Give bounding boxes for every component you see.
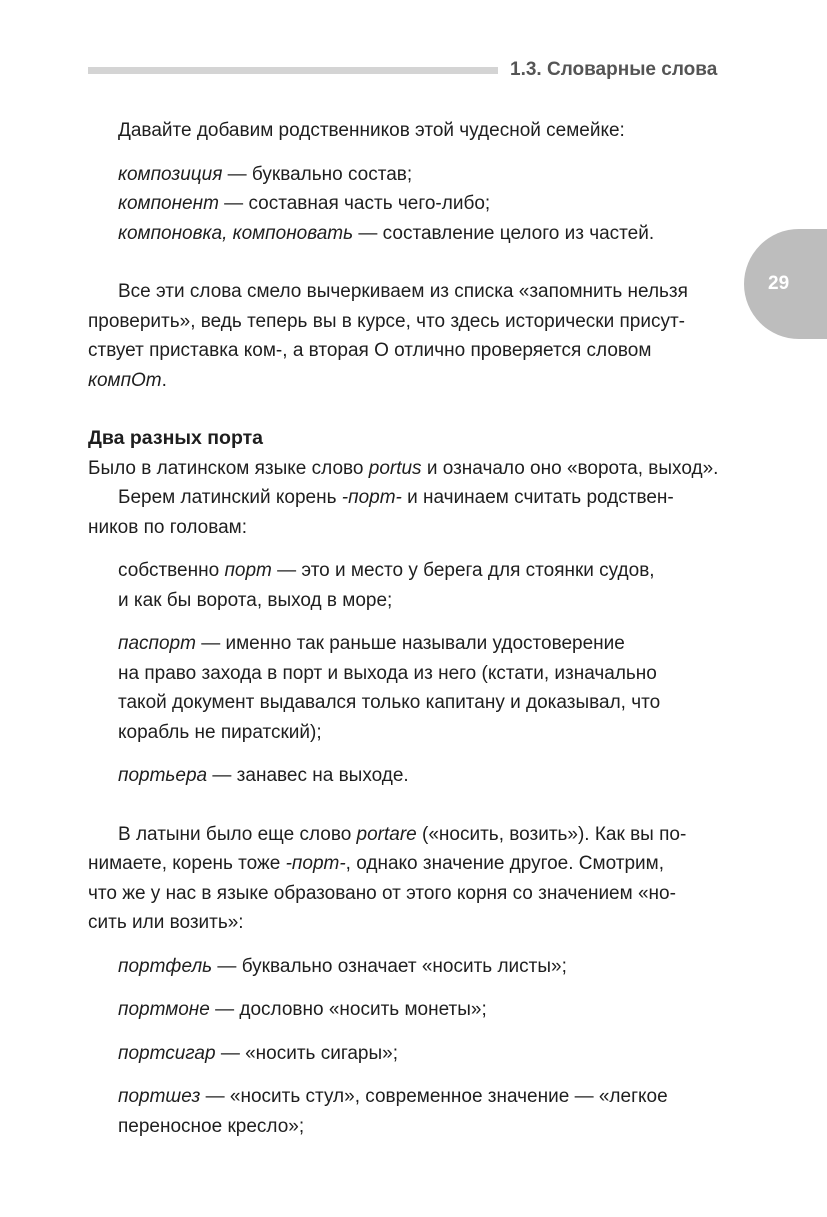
list-item (88, 1039, 710, 1069)
list-item (88, 160, 710, 190)
page-number: 29 (768, 273, 790, 294)
term: портсигар (118, 1042, 216, 1064)
term: -порт- (341, 487, 402, 508)
list-item (88, 219, 710, 249)
explanation-paragraph: Все эти слова смело вычеркиваем из списка «запомнить нельзя проверить», ведь теперь вы в курсе, что здесь исторически присут- ствует приставка ком-, а вторая О отлично проверяется словом компОт. (88, 281, 688, 391)
term: -порт- (285, 853, 346, 874)
page-content (88, 116, 719, 1141)
paragraph: Было в латинском языке слово portus и означало оно «ворота, выход». (88, 457, 719, 479)
term: паспорт (118, 633, 196, 654)
term: portare (356, 823, 417, 845)
term: портшез (118, 1086, 201, 1107)
definition: — составная часть чего-либо; (218, 193, 491, 214)
term: компонент (118, 193, 219, 214)
term: портьера (118, 765, 208, 786)
page-number-badge (744, 229, 827, 339)
term: порт (224, 560, 272, 581)
intro-paragraph: Давайте добавим родственников этой чудесной семейке: (118, 120, 625, 141)
definition: — буквально означает «носить листы»; (212, 955, 567, 977)
term: компоновка, компоновать (118, 222, 354, 244)
list-item: портьера — занавес на выходе. (118, 765, 409, 786)
term: компОт (88, 369, 162, 391)
term: композиция (118, 163, 223, 185)
list-item: собственно порт — это и место у берега для стоянки судов, и как бы ворота, выход в море; (118, 560, 655, 611)
paragraph: В латыни было еще слово portare («носить, возить»). Как вы по- нимаете, корень тоже -порт-, однако значение другое. Смотрим, что же у нас в языке образовано от этого корня со значением «но- сить или возить»: (88, 823, 687, 933)
term: портмоне (118, 999, 210, 1020)
running-header-title: 1.3. Словарные слова (510, 59, 718, 80)
definition: — составление целого из частей. (353, 222, 655, 244)
definition: — «носить сигары»; (215, 1042, 399, 1064)
list-item (88, 952, 710, 982)
definition: — буквально состав; (222, 163, 413, 185)
header-rule (88, 67, 498, 74)
list-item (88, 189, 710, 219)
list-item (88, 995, 710, 1025)
section-heading: Два разных порта (88, 427, 264, 449)
list-item: портшез — «носить стул», современное значение — «легкое переносное кресло»; (118, 1086, 668, 1137)
list-item: паспорт — именно так раньше называли удостоверение на право захода в порт и выхода из него (кстати, изначально такой документ выдавался только капитану и доказывал, что корабль не пиратский); (118, 633, 661, 743)
term: portus (368, 457, 422, 479)
paragraph: Берем латинский корень -порт- и начинаем считать родствен- ников по головам: (88, 487, 674, 538)
definition: — дословно «носить монеты»; (209, 999, 487, 1020)
term: портфель (118, 955, 213, 977)
